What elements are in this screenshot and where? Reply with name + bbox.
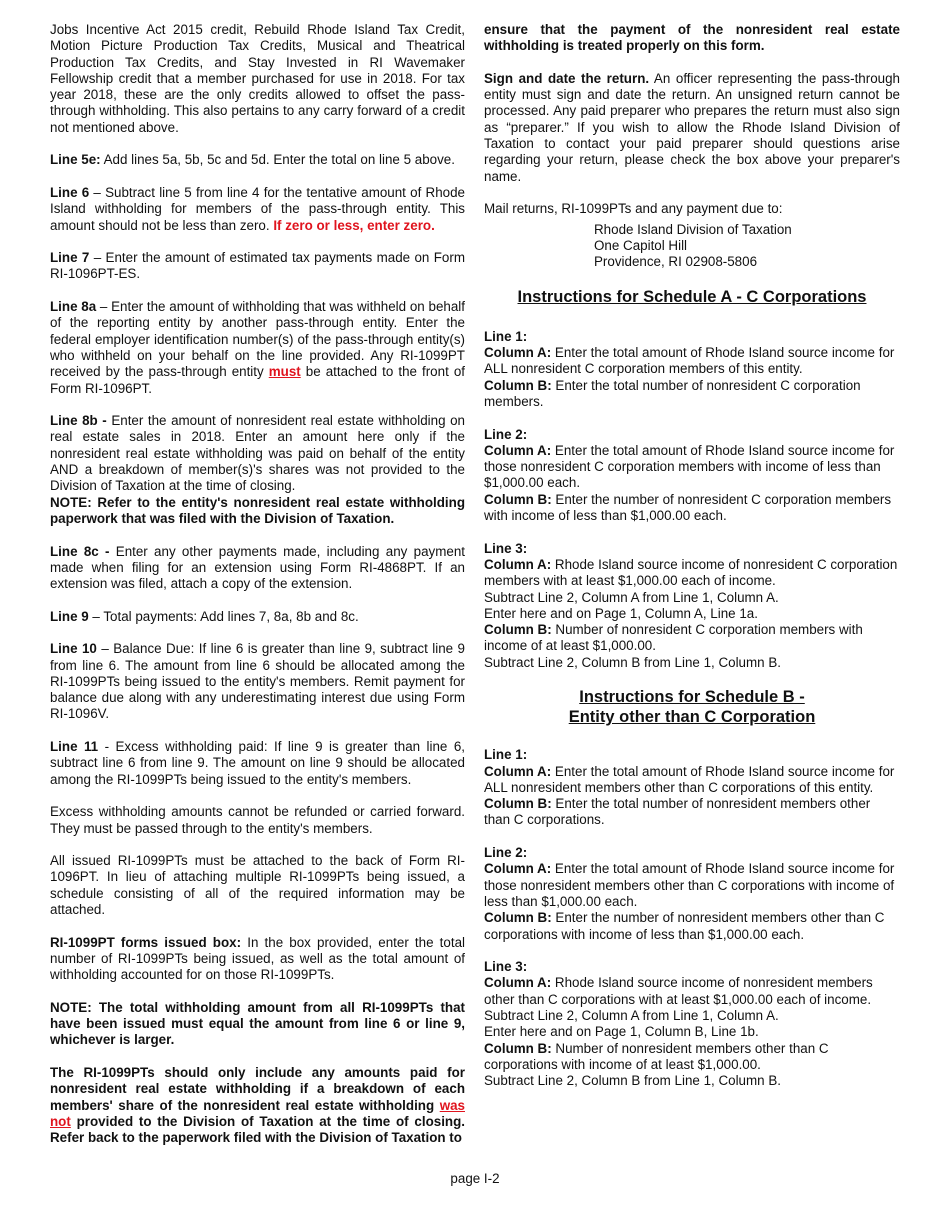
address-line-3: Providence, RI 02908-5806 [594, 254, 758, 270]
line-8c-instruction: Line 8c - Enter any other payments made, including any payment made when filing for an extension using Form RI-4868PT. If an extension was filed, attach a copy of the extension. [50, 543, 465, 592]
line-6-instruction: Line 6 – Subtract line 5 from line 4 for the tentative amount of Rhode Island withholding for members of the pass-through entity. This amount should not be less than zero. If zero or less, enter zero. [50, 184, 465, 233]
line-5e-instruction: Line 5e: Add lines 5a, 5b, 5c and 5d. Enter the total on line 5 above. [50, 152, 455, 168]
line-8a-instruction: Line 8a – Enter the amount of withholding that was withheld on behalf of the reporting entity by another pass-through entity. Enter the federal employer identification number(s) of the pass-through entity(s) who withheld on your behalf on the line provided. Any RI-1099PT received by the pass-through entity must be attached to the front of Form RI-1096PT. [50, 299, 466, 396]
line-10-instruction: Line 10 – Balance Due: If line 6 is greater than line 9, subtract line 9 from line 6. The amount from line 6 should be allocated among the RI-1099PTs being issued to the entity's members. Remit payment for balance due along with any underestimating interest due using Form RI-1096V. [50, 641, 465, 722]
forms-issued-box-instruction: RI-1099PT forms issued box: In the box provided, enter the total number of RI-1099PTs being issued, as well as the total amount of withholding accounted for on those RI-1099PTs. [50, 934, 465, 983]
sign-date-instruction: Sign and date the return. An officer representing the pass-through entity must sign and date the return. An unsigned return cannot be processed. Any paid preparer who prepares the return must also sign as “preparer.” If you wish to allow the Rhode Island Division of Taxation to contact your paid preparer should questions arise regarding your return, please check the box above your preparer's name. [484, 70, 900, 184]
must-emphasis: must [268, 364, 301, 380]
schedule-a-line-1: Line 1: Column A: Enter the total amount of Rhode Island source income for ALL nonresident C corporation members of this entity. Column B: Enter the total number of nonresident C corporation members. [484, 328, 895, 409]
address-line-2: One Capitol Hill [594, 237, 688, 253]
mail-instruction: Mail returns, RI-1099PTs and any payment due to: [484, 201, 783, 217]
mailing-address [594, 222, 900, 271]
zero-warning: If zero or less, enter zero. [273, 217, 435, 233]
line-8b-note: NOTE: Refer to the entity's nonresident real estate withholding paperwork that was filed with the Division of Taxation. [50, 494, 465, 526]
address-line-1: Rhode Island Division of Taxation [594, 221, 792, 237]
total-withholding-note: NOTE: The total withholding amount from all RI-1099PTs that have been issued must equal the amount from line 6 or line 9, whichever is larger. [50, 999, 465, 1048]
excess-withholding-paragraph: Excess withholding amounts cannot be refunded or carried forward. They must be passed through to the entity's members. [50, 804, 465, 836]
intro-paragraph: Jobs Incentive Act 2015 credit, Rebuild Rhode Island Tax Credit, Motion Picture Production Tax Credits, Musical and Theatrical Production Tax Credits, and Stay Invested in RI Wavemaker Fellowship credit that a member purchased for use in 2018. For tax year 2018, these are the only credits allowed to offset the pass-through withholding. This also pertains to any carry forward of a credit not mentioned above. [50, 22, 465, 135]
schedule-b-line-1: Line 1: Column A: Enter the total amount of Rhode Island source income for ALL nonresident members other than C corporations of this entity. Column B: Enter the total number of nonresident members other than C corporations. [484, 747, 895, 828]
right-column [484, 22, 900, 1106]
was-not-emphasis: was not [50, 1097, 465, 1129]
real-estate-note: The RI-1099PTs should only include any amounts paid for nonresident real estate withholding if a breakdown of each members' share of the nonresident real estate withholding was not provided to the Division of Taxation at the time of closing. Refer back to the paperwork filed with the Division of Taxation to [50, 1065, 465, 1146]
line-9-instruction: Line 9 – Total payments: Add lines 7, 8a, 8b and 8c. [50, 608, 359, 624]
continued-paragraph: ensure that the payment of the nonresident real estate withholding is treated properly on this form. [484, 22, 900, 54]
schedule-b-heading: Instructions for Schedule B - Entity other than C Corporation [568, 688, 816, 727]
schedule-a-line-2: Line 2: Column A: Enter the total amount of Rhode Island source income for those nonresident C corporation members with income of less than $1,000.00 each. Column B: Enter the number of nonresident C corporation members with income of less than $1,000.00 each. [484, 426, 895, 524]
schedule-b-line-3: Line 3: Column A: Rhode Island source income of nonresident members other than C corporations with at least $1,000.00 each of income. Subtract Line 2, Column A from Line 1, Column A. Enter here and on Page 1, Column B, Line 1b. Column B: Number of nonresident members other than C corporations with income of at least $1,000.00. Subtract Line 2, Column B from Line 1, Column B. [484, 959, 873, 1089]
line-8b-instruction: Line 8b - Enter the amount of nonresident real estate withholding on real estate sales in 2018. Enter an amount here only if the nonresident real estate withholding was paid on behalf of the entity AND a breakdown of member(s)'s shares was not provided to the Division of Taxation at the time of closing. [50, 413, 465, 494]
page-number: page I-2 [450, 1171, 500, 1186]
line-11-instruction: Line 11 - Excess withholding paid: If line 9 is greater than line 6, subtract line 6 from line 9. The amount on line 9 should be allocated among the RI-1099PTs being issued to the entity's members. [50, 739, 465, 787]
schedule-b-line-2: Line 2: Column A: Enter the total amount of Rhode Island source income for those nonresident members other than C corporations with income of less than $1,000.00 each. Column B: Enter the number of nonresident members other than C corporations with income of less than $1,000.00 each. [484, 845, 895, 942]
schedule-a-heading: Instructions for Schedule A - C Corporations [517, 287, 867, 306]
attachment-paragraph: All issued RI-1099PTs must be attached to the back of Form RI-1096PT. In lieu of attaching multiple RI-1099PTs being issued, a schedule consisting of all of the required information may be attached. [50, 853, 465, 918]
schedule-a-line-3: Line 3: Column A: Rhode Island source income of nonresident C corporation members with at least $1,000.00 each of income. Subtract Line 2, Column A from Line 1, Column A. Enter here and on Page 1, Column A, Line 1a. Column B: Number of nonresident C corporation members with income of at least $1,000.00. Subtract Line 2, Column B from Line 1, Column B. [484, 540, 898, 670]
left-column [50, 22, 465, 1146]
line-7-instruction: Line 7 – Enter the amount of estimated tax payments made on Form RI-1096PT-ES. [50, 250, 465, 282]
